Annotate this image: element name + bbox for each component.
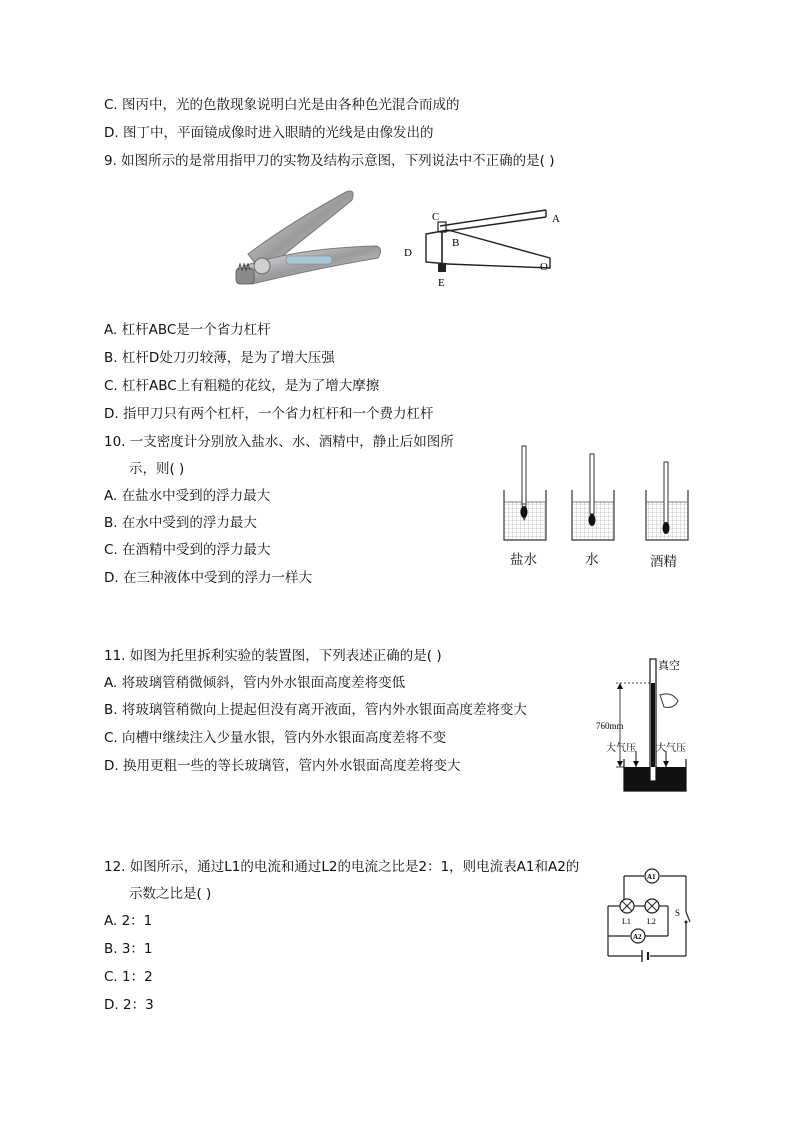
label-vacuum: 真空 (658, 660, 680, 672)
beaker-label-water: 水 (585, 552, 599, 568)
question-12-option-b: B. 3：1 (104, 941, 153, 957)
beaker-label-alcohol: 酒精 (650, 554, 677, 570)
hydrometer-beakers (496, 440, 696, 545)
question-11-option-c: C. 向槽中继续注入少量水银，管内外水银面高度差将不变 (104, 730, 447, 746)
question-9-option-d: D. 指甲刀只有两个杠杆，一个省力杠杆和一个费力杠杆 (104, 406, 434, 422)
label-b: B (452, 237, 460, 249)
question-12-option-d: D. 2：3 (104, 997, 154, 1013)
label-e: E (438, 277, 445, 289)
label-a2: A2 (633, 933, 642, 941)
circuit-diagram (598, 860, 694, 970)
question-10-stem-line1: 10. 一支密度计分别放入盐水、水、酒精中，静止后如图所 (104, 434, 454, 450)
option-d-prev: D. 图丁中，平面镜成像时进入眼睛的光线是由像发出的 (104, 125, 434, 141)
question-9-option-a: A. 杠杆ABC是一个省力杠杆 (104, 322, 271, 338)
question-10-option-d: D. 在三种液体中受到的浮力一样大 (104, 570, 312, 586)
label-atm-left: 大气压 (606, 743, 636, 754)
question-10-option-c: C. 在酒精中受到的浮力最大 (104, 542, 271, 558)
hydrometer-bulb (663, 522, 670, 534)
label-o: O (540, 261, 548, 273)
label-a1: A1 (647, 873, 656, 881)
question-10-option-a: A. 在盐水中受到的浮力最大 (104, 488, 271, 504)
nail-clipper-diagram (400, 204, 570, 290)
switch-icon (686, 912, 690, 922)
beaker-label-salt-water: 盐水 (510, 552, 537, 568)
label-d: D (404, 247, 412, 259)
label-l1: L1 (622, 917, 631, 926)
question-12-option-a: A. 2：1 (104, 913, 153, 929)
question-12-stem-line1: 12. 如图所示，通过L1的电流和通过L2的电流之比是2：1，则电流表A1和A2的 (104, 859, 580, 875)
option-c-prev: C. 图丙中，光的色散现象说明白光是由各种色光混合而成的 (104, 97, 460, 113)
question-11-option-b: B. 将玻璃管稍微向上提起但没有离开液面，管内外水银面高度差将变大 (104, 702, 527, 718)
question-10-option-b: B. 在水中受到的浮力最大 (104, 515, 257, 531)
label-atm-right: 大气压 (656, 743, 686, 754)
hydrometer-bulb (521, 506, 528, 518)
question-10-stem-line2: 示，则( ) (129, 461, 185, 477)
label-760mm: 760mm (596, 721, 624, 731)
label-s: S (675, 908, 681, 918)
hydrometer-bulb (589, 514, 596, 526)
question-11-option-d: D. 换用更粗一些的等长玻璃管，管内外水银面高度差将变大 (104, 758, 461, 774)
question-12-option-c: C. 1：2 (104, 969, 153, 985)
question-9-option-b: B. 杠杆D处刀刃较薄，是为了增大压强 (104, 350, 335, 366)
label-a: A (552, 213, 560, 225)
label-l2: L2 (647, 917, 656, 926)
question-9-stem: 9. 如图所示的是常用指甲刀的实物及结构示意图，下列说法中不正确的是( ) (104, 153, 555, 169)
question-9-option-c: C. 杠杆ABC上有粗糙的花纹，是为了增大摩擦 (104, 378, 380, 394)
nail-clipper-photo (228, 184, 388, 296)
hand-icon (660, 694, 678, 708)
label-c: C (432, 211, 440, 223)
question-12-stem-line2: 示数之比是( ) (129, 886, 212, 902)
question-11-stem: 11. 如图为托里拆利实验的装置图，下列表述正确的是( ) (104, 648, 442, 664)
question-11-option-a: A. 将玻璃管稍微倾斜，管内外水银面高度差将变低 (104, 675, 406, 691)
torricelli-apparatus (590, 655, 700, 795)
